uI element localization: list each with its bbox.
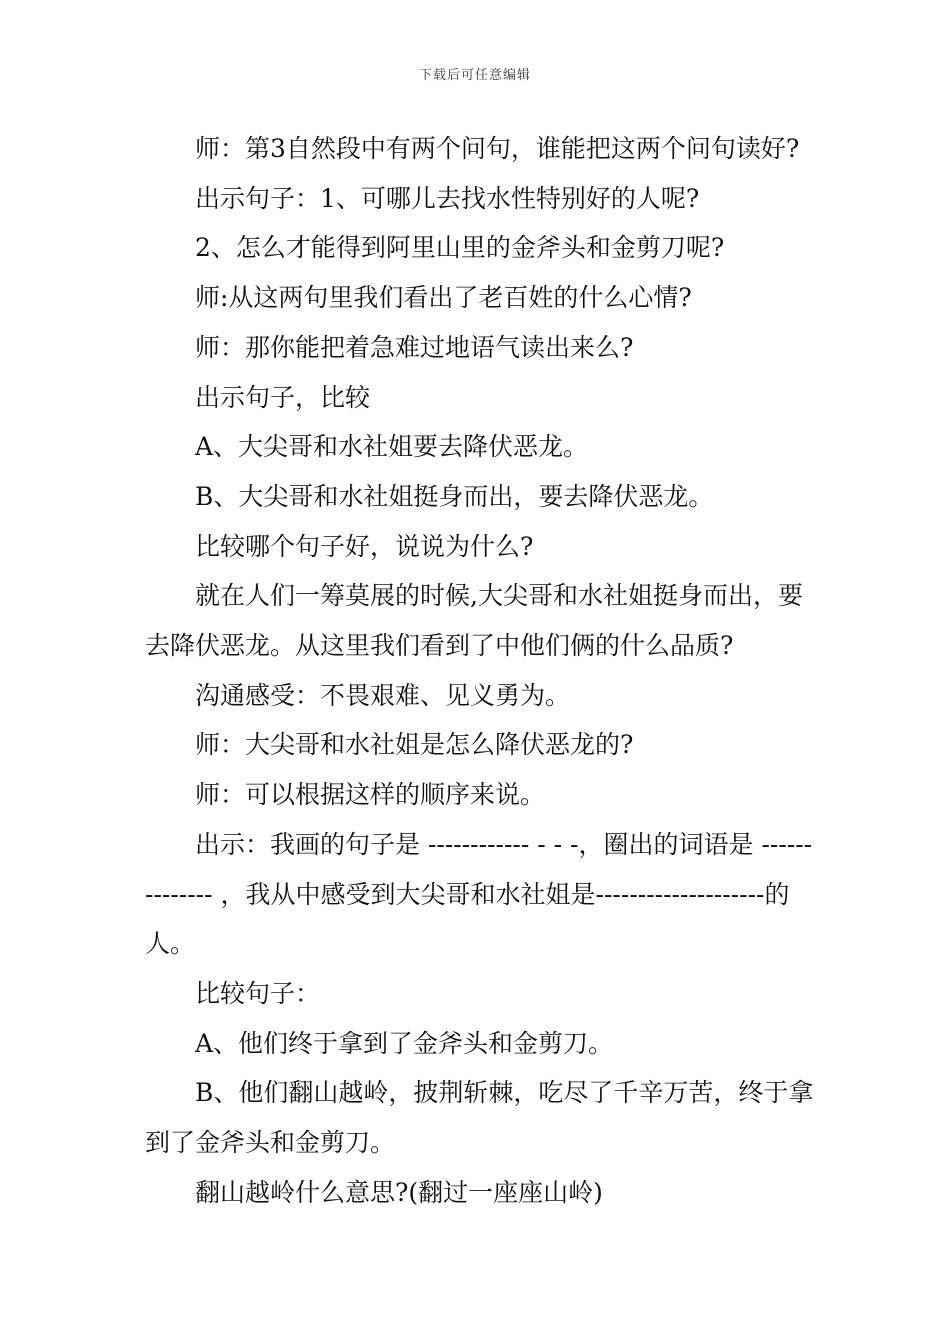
- paragraph: 沟通感受：不畏艰难、见义勇为。: [195, 680, 571, 710]
- paragraph: 比较哪个句子好，说说为什么?: [195, 531, 534, 561]
- paragraph: A、大尖哥和水社姐要去降伏恶龙。: [195, 432, 589, 462]
- page-header: 下载后可任意编辑: [418, 68, 531, 83]
- paragraph: B、他们翻山越岭，披荆斩棘，吃尽了千辛万苦，终于拿到了金斧头和金剪刀。: [145, 1078, 814, 1158]
- paragraph: 2、怎么才能得到阿里山里的金斧头和金剪刀呢?: [195, 233, 725, 263]
- paragraph: 出示：我画的句子是 ------------ - - -，圈出的词语是 -------------- ，我从中感受到大尖哥和水社姐是--------------------的人。: [145, 829, 813, 959]
- paragraph: A、他们终于拿到了金斧头和金剪刀。: [195, 1028, 614, 1058]
- paragraph: 师：那你能把着急难过地语气读出来么?: [195, 332, 634, 362]
- document-body: [145, 124, 815, 1217]
- paragraph: 师:从这两句里我们看出了老百姓的什么心情?: [195, 283, 692, 313]
- paragraph: 师：大尖哥和水社姐是怎么降伏恶龙的?: [195, 730, 634, 760]
- paragraph: 师：第3自然段中有两个问句，谁能把这两个问句读好?: [195, 134, 800, 163]
- paragraph: 比较句子：: [195, 978, 321, 1008]
- paragraph: 翻山越岭什么意思?(翻过一座座山岭): [195, 1177, 603, 1207]
- paragraph: 出示句子：1、可哪儿去找水性特别好的人呢?: [195, 183, 700, 213]
- paragraph: 出示句子，比较: [195, 382, 371, 412]
- paragraph: B、大尖哥和水社姐挺身而出，要去降伏恶龙。: [195, 481, 714, 511]
- paragraph: 师：可以根据这样的顺序来说。: [195, 780, 546, 810]
- paragraph: 就在人们一筹莫展的时候,大尖哥和水社姐挺身而出，要去降伏恶龙。从这里我们看到了中他们俩的什么品质?: [145, 581, 803, 661]
